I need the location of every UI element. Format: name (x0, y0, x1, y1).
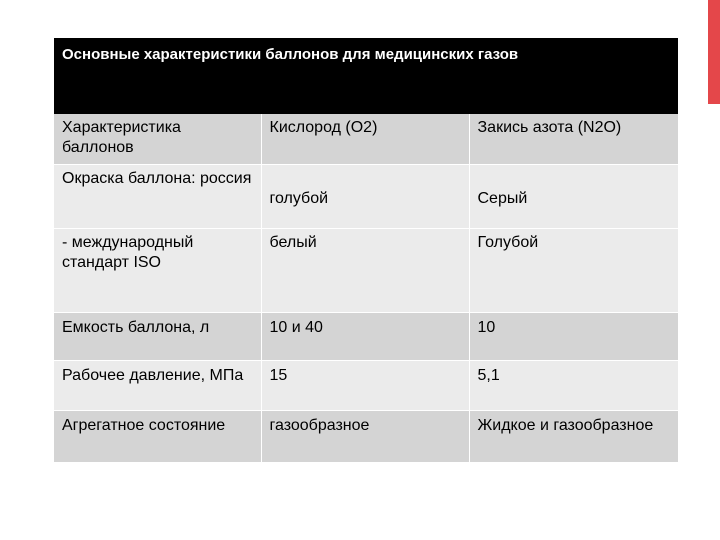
slide-title: Основные характеристики баллонов для медицинских газов (54, 38, 678, 114)
table-cell: голубой (261, 164, 469, 228)
table-row (54, 164, 678, 228)
accent-bar (708, 0, 720, 104)
table-cell: Жидкое и газообразное (469, 410, 678, 462)
table-title-row (54, 38, 678, 114)
table-cell: Характеристика баллонов (54, 114, 261, 164)
table-cell: 10 (469, 312, 678, 360)
table-row (54, 360, 678, 410)
table-cell: Кислород (О2) (261, 114, 469, 164)
table-cell: Емкость баллона, л (54, 312, 261, 360)
table-row (54, 228, 678, 312)
gas-cylinder-table (54, 38, 678, 462)
table-cell: 10 и 40 (261, 312, 469, 360)
table-cell: Рабочее давление, МПа (54, 360, 261, 410)
table-cell: Агрегатное состояние (54, 410, 261, 462)
table-row (54, 410, 678, 462)
table-cell: Серый (469, 164, 678, 228)
table-row (54, 312, 678, 360)
table-cell: Голубой (469, 228, 678, 312)
table-row (54, 114, 678, 164)
table-cell: 5,1 (469, 360, 678, 410)
table-cell: 15 (261, 360, 469, 410)
table-cell: газообразное (261, 410, 469, 462)
table-cell: - международный стандарт ISO (54, 228, 261, 312)
table-cell: Закись азота (N2O) (469, 114, 678, 164)
table-cell: Окраска баллона: россия (54, 164, 261, 228)
table-cell: белый (261, 228, 469, 312)
